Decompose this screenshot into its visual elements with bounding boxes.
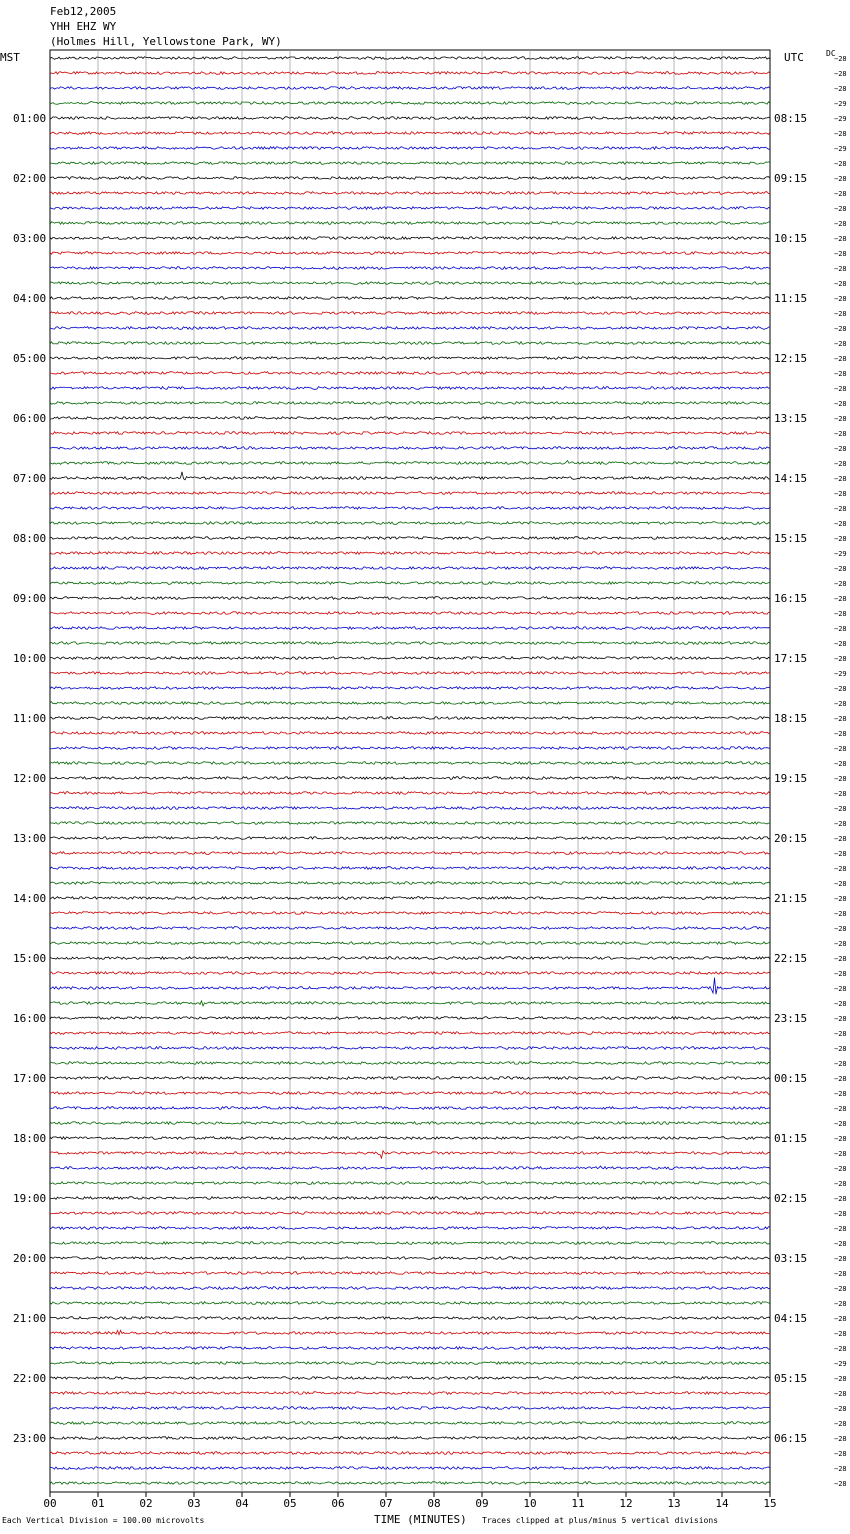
trace-line [50,627,770,630]
trace-line [50,162,770,165]
trace-line [50,237,770,240]
dc-offset-label: −29 [834,115,847,123]
x-tick-label: 12 [619,1497,633,1510]
trace-line [50,282,770,285]
dc-offset-label: −28 [834,775,847,783]
trace-line [50,1467,770,1470]
dc-offset-label: −28 [834,130,847,138]
dc-offset-label: −28 [834,460,847,468]
trace-line [50,1001,770,1006]
trace-line [50,897,770,900]
dc-offset-label: −28 [834,1270,847,1278]
trace-line [50,777,770,780]
dc-offset-label: −28 [834,865,847,873]
dc-offset-label: −28 [834,1150,847,1158]
trace-line [50,327,770,330]
trace-line [50,177,770,180]
trace-line [50,732,770,735]
dc-offset-label: −28 [834,1285,847,1293]
x-tick-label: 14 [715,1497,729,1510]
trace-line [50,1272,770,1275]
mst-hour-label: 19:00 [13,1192,47,1205]
plot-frame [50,50,770,1492]
trace-line [50,702,770,705]
trace-line [50,222,770,225]
dc-offset-label: −28 [834,655,847,663]
utc-hour-label: 18:15 [774,712,808,725]
dc-offset-label: −28 [834,160,847,168]
mst-hour-label: 05:00 [13,352,47,365]
mst-hour-label: 06:00 [13,412,47,425]
trace-line [50,252,770,255]
trace-line [50,1166,770,1169]
trace-line [50,1077,770,1080]
trace-line [50,1092,770,1095]
trace-line [50,582,770,585]
trace-line [50,492,770,495]
trace-line [50,1182,770,1185]
dc-offset-label: −28 [834,925,847,933]
station-code: YHH EHZ WY [50,20,117,33]
dc-offset-label: −28 [834,1480,847,1488]
x-tick-label: 02 [139,1497,153,1510]
trace-line [50,822,770,825]
trace-line [50,1392,770,1395]
trace-line [50,1407,770,1410]
dc-offset-label: −28 [834,85,847,93]
dc-offset-label: −28 [834,1300,847,1308]
dc-offset-label: −28 [834,955,847,963]
trace-line [50,1452,770,1455]
dc-offset-label: −28 [834,910,847,918]
mst-label: MST [0,51,20,64]
trace-line [50,372,770,375]
dc-offset-label: −28 [834,820,847,828]
dc-offset-label: −28 [834,1465,847,1473]
dc-offset-label: −28 [834,1180,847,1188]
trace-line [50,1151,770,1158]
trace-line [50,72,770,75]
dc-offset-label: −29 [834,1360,847,1368]
dc-offset-label: −28 [834,640,847,648]
dc-offset-label: −28 [834,385,847,393]
trace-line [50,1047,770,1050]
utc-hour-label: 12:15 [774,352,808,365]
mst-hour-label: 21:00 [13,1312,47,1325]
trace-line [50,942,770,945]
dc-offset-label: −28 [834,325,847,333]
utc-hour-label: 09:15 [774,172,808,185]
x-tick-label: 06 [331,1497,345,1510]
trace-line [50,1317,770,1320]
dc-offset-label: −28 [834,55,847,63]
utc-hour-label: 17:15 [774,652,808,665]
mst-hour-label: 23:00 [13,1432,47,1445]
trace-line [50,807,770,810]
dc-offset-label: −28 [834,430,847,438]
trace-line [50,1137,770,1140]
trace-line [50,1197,770,1200]
dc-offset-label: −28 [834,565,847,573]
trace-line [50,882,770,885]
x-tick-label: 08 [427,1497,441,1510]
trace-line [50,297,770,300]
utc-hour-label: 02:15 [774,1192,808,1205]
mst-hour-label: 10:00 [13,652,47,665]
utc-hour-label: 20:15 [774,832,808,845]
utc-hour-label: 06:15 [774,1432,808,1445]
dc-offset-label: −28 [834,730,847,738]
dc-offset-label: −28 [834,295,847,303]
utc-hour-label: 04:15 [774,1312,808,1325]
trace-line [50,1287,770,1290]
dc-offset-label: −28 [834,220,847,228]
x-tick-label: 11 [571,1497,585,1510]
trace-line [50,612,770,615]
dc-offset-label: −28 [834,475,847,483]
trace-line [50,552,770,555]
dc-offset-label: −28 [834,250,847,258]
trace-line [50,957,770,960]
trace-line [50,402,770,405]
trace-line [50,672,770,675]
trace-line [50,192,770,195]
dc-offset-label: −28 [834,370,847,378]
dc-offset-label: −28 [834,1240,847,1248]
dc-label: DC [826,49,836,58]
mst-hour-label: 08:00 [13,532,47,545]
dc-offset-label: −28 [834,535,847,543]
trace-line [50,102,770,105]
dc-offset-label: −28 [834,265,847,273]
x-tick-label: 15 [763,1497,777,1510]
scale-note: Each Vertical Division = 100.00 microvolts [2,1516,205,1525]
dc-offset-label: −28 [834,1420,847,1428]
dc-offset-label: −28 [834,1075,847,1083]
dc-offset-label: −28 [834,850,847,858]
mst-hour-label: 07:00 [13,472,47,485]
dc-offset-label: −29 [834,145,847,153]
utc-label: UTC [784,51,804,64]
dc-offset-label: −28 [834,685,847,693]
dc-offset-label: −28 [834,580,847,588]
dc-offset-label: −28 [834,1435,847,1443]
mst-hour-label: 02:00 [13,172,47,185]
trace-line [50,131,770,134]
trace-line [50,117,770,120]
dc-offset-label: −28 [834,880,847,888]
dc-offset-label: −28 [834,1195,847,1203]
trace-line [50,1437,770,1440]
dc-offset-label: −29 [834,100,847,108]
dc-offset-label: −28 [834,745,847,753]
trace-line [50,717,770,720]
trace-line [50,1227,770,1230]
dc-offset-label: −28 [834,1405,847,1413]
trace-line [50,927,770,930]
trace-line [50,387,770,390]
dc-offset-label: −28 [834,445,847,453]
dc-offset-label: −28 [834,340,847,348]
trace-line [50,447,770,450]
trace-line [50,867,770,870]
dc-offset-label: −28 [834,1390,847,1398]
dc-offset-label: −28 [834,1225,847,1233]
dc-offset-label: −28 [834,70,847,78]
utc-hour-label: 16:15 [774,592,808,605]
trace-line [50,747,770,750]
dc-offset-label: −28 [834,985,847,993]
dc-offset-label: −28 [834,1000,847,1008]
trace-line [50,342,770,345]
dc-offset-label: −28 [834,1045,847,1053]
mst-hour-label: 14:00 [13,892,47,905]
x-tick-label: 13 [667,1497,681,1510]
mst-hour-label: 13:00 [13,832,47,845]
trace-line [50,1032,770,1035]
trace-line [50,507,770,510]
utc-hour-label: 00:15 [774,1072,808,1085]
trace-line [50,1107,770,1110]
dc-offset-label: −28 [834,835,847,843]
utc-hour-label: 01:15 [774,1132,808,1145]
dc-offset-label: −28 [834,175,847,183]
mst-hour-label: 20:00 [13,1252,47,1265]
station-location: (Holmes Hill, Yellowstone Park, WY) [50,35,282,48]
utc-hour-label: 23:15 [774,1012,808,1025]
dc-offset-label: −28 [834,790,847,798]
dc-offset-label: −28 [834,205,847,213]
dc-offset-label: −28 [834,760,847,768]
dc-offset-label: −28 [834,610,847,618]
trace-line [50,1017,770,1020]
trace-line [50,312,770,315]
trace-line [50,57,770,60]
mst-hour-label: 09:00 [13,592,47,605]
utc-hour-label: 08:15 [774,112,808,125]
dc-offset-label: −28 [834,1030,847,1038]
utc-hour-label: 21:15 [774,892,808,905]
trace-line [50,972,770,975]
dc-offset-label: −28 [834,1330,847,1338]
trace-line [50,1242,770,1245]
dc-offset-label: −28 [834,520,847,528]
utc-hour-label: 03:15 [774,1252,808,1265]
x-tick-label: 03 [187,1497,201,1510]
trace-line [50,687,770,690]
trace-line [50,1422,770,1425]
mst-hour-label: 16:00 [13,1012,47,1025]
trace-line [50,1212,770,1215]
x-tick-label: 09 [475,1497,489,1510]
dc-offset-label: −28 [834,700,847,708]
trace-line [50,1482,770,1485]
trace-line [50,762,770,765]
dc-offset-label: −28 [834,505,847,513]
trace-line [50,852,770,855]
trace-line [50,978,770,995]
dc-offset-label: −29 [834,670,847,678]
trace-line [50,87,770,90]
dc-offset-label: −28 [834,1315,847,1323]
dc-offset-label: −28 [834,1165,847,1173]
dc-offset-label: −28 [834,1255,847,1263]
x-tick-label: 00 [43,1497,57,1510]
trace-line [50,537,770,540]
mst-hour-label: 17:00 [13,1072,47,1085]
dc-offset-label: −28 [834,970,847,978]
utc-hour-label: 11:15 [774,292,808,305]
dc-offset-label: −29 [834,550,847,558]
utc-hour-label: 14:15 [774,472,808,485]
trace-line [50,1330,770,1334]
x-tick-label: 04 [235,1497,249,1510]
trace-line [50,147,770,150]
utc-hour-label: 15:15 [774,532,808,545]
trace-line [50,1062,770,1065]
trace-line [50,657,770,660]
trace-line [50,1302,770,1305]
clip-note: Traces clipped at plus/minus 5 vertical divisions [482,1516,719,1525]
dc-offset-label: −28 [834,1210,847,1218]
dc-offset-label: −28 [834,625,847,633]
x-tick-label: 01 [91,1497,105,1510]
trace-line [50,1362,770,1365]
utc-hour-label: 05:15 [774,1372,808,1385]
dc-offset-label: −28 [834,190,847,198]
dc-offset-label: −28 [834,1120,847,1128]
dc-offset-label: −28 [834,280,847,288]
trace-line [50,472,770,480]
trace-line [50,837,770,840]
trace-line [50,207,770,210]
trace-line [50,1347,770,1350]
dc-offset-label: −28 [834,595,847,603]
trace-line [50,642,770,645]
trace-line [50,432,770,435]
trace-line [50,912,770,915]
mst-hour-label: 01:00 [13,112,47,125]
trace-line [50,1122,770,1125]
trace-line [50,567,770,570]
trace-line [50,1257,770,1260]
mst-hour-label: 04:00 [13,292,47,305]
x-axis-label: TIME (MINUTES) [374,1513,467,1526]
dc-offset-label: −28 [834,1345,847,1353]
dc-offset-label: −28 [834,715,847,723]
dc-offset-label: −28 [834,490,847,498]
trace-line [50,357,770,360]
utc-hour-label: 19:15 [774,772,808,785]
trace-line [50,461,770,465]
utc-hour-label: 13:15 [774,412,808,425]
x-tick-label: 07 [379,1497,393,1510]
dc-offset-label: −28 [834,895,847,903]
dc-offset-label: −28 [834,1450,847,1458]
record-date: Feb12,2005 [50,5,117,18]
dc-offset-label: −28 [834,805,847,813]
dc-offset-label: −28 [834,400,847,408]
x-tick-label: 05 [283,1497,297,1510]
dc-offset-label: −28 [834,1375,847,1383]
dc-offset-label: −28 [834,415,847,423]
mst-hour-label: 12:00 [13,772,47,785]
dc-offset-label: −28 [834,1060,847,1068]
trace-line [50,417,770,420]
utc-hour-label: 22:15 [774,952,808,965]
trace-line [50,522,770,525]
dc-offset-label: −28 [834,1090,847,1098]
mst-hour-label: 11:00 [13,712,47,725]
trace-line [50,792,770,795]
dc-offset-label: −28 [834,940,847,948]
mst-hour-label: 18:00 [13,1132,47,1145]
dc-offset-label: −28 [834,355,847,363]
mst-hour-label: 22:00 [13,1372,47,1385]
dc-offset-label: −28 [834,235,847,243]
trace-line [50,267,770,270]
mst-hour-label: 03:00 [13,232,47,245]
utc-hour-label: 10:15 [774,232,808,245]
dc-offset-label: −28 [834,1135,847,1143]
mst-hour-label: 15:00 [13,952,47,965]
x-tick-label: 10 [523,1497,537,1510]
trace-line [50,597,770,600]
dc-offset-label: −28 [834,310,847,318]
dc-offset-label: −28 [834,1015,847,1023]
dc-offset-label: −28 [834,1105,847,1113]
trace-line [50,1377,770,1380]
